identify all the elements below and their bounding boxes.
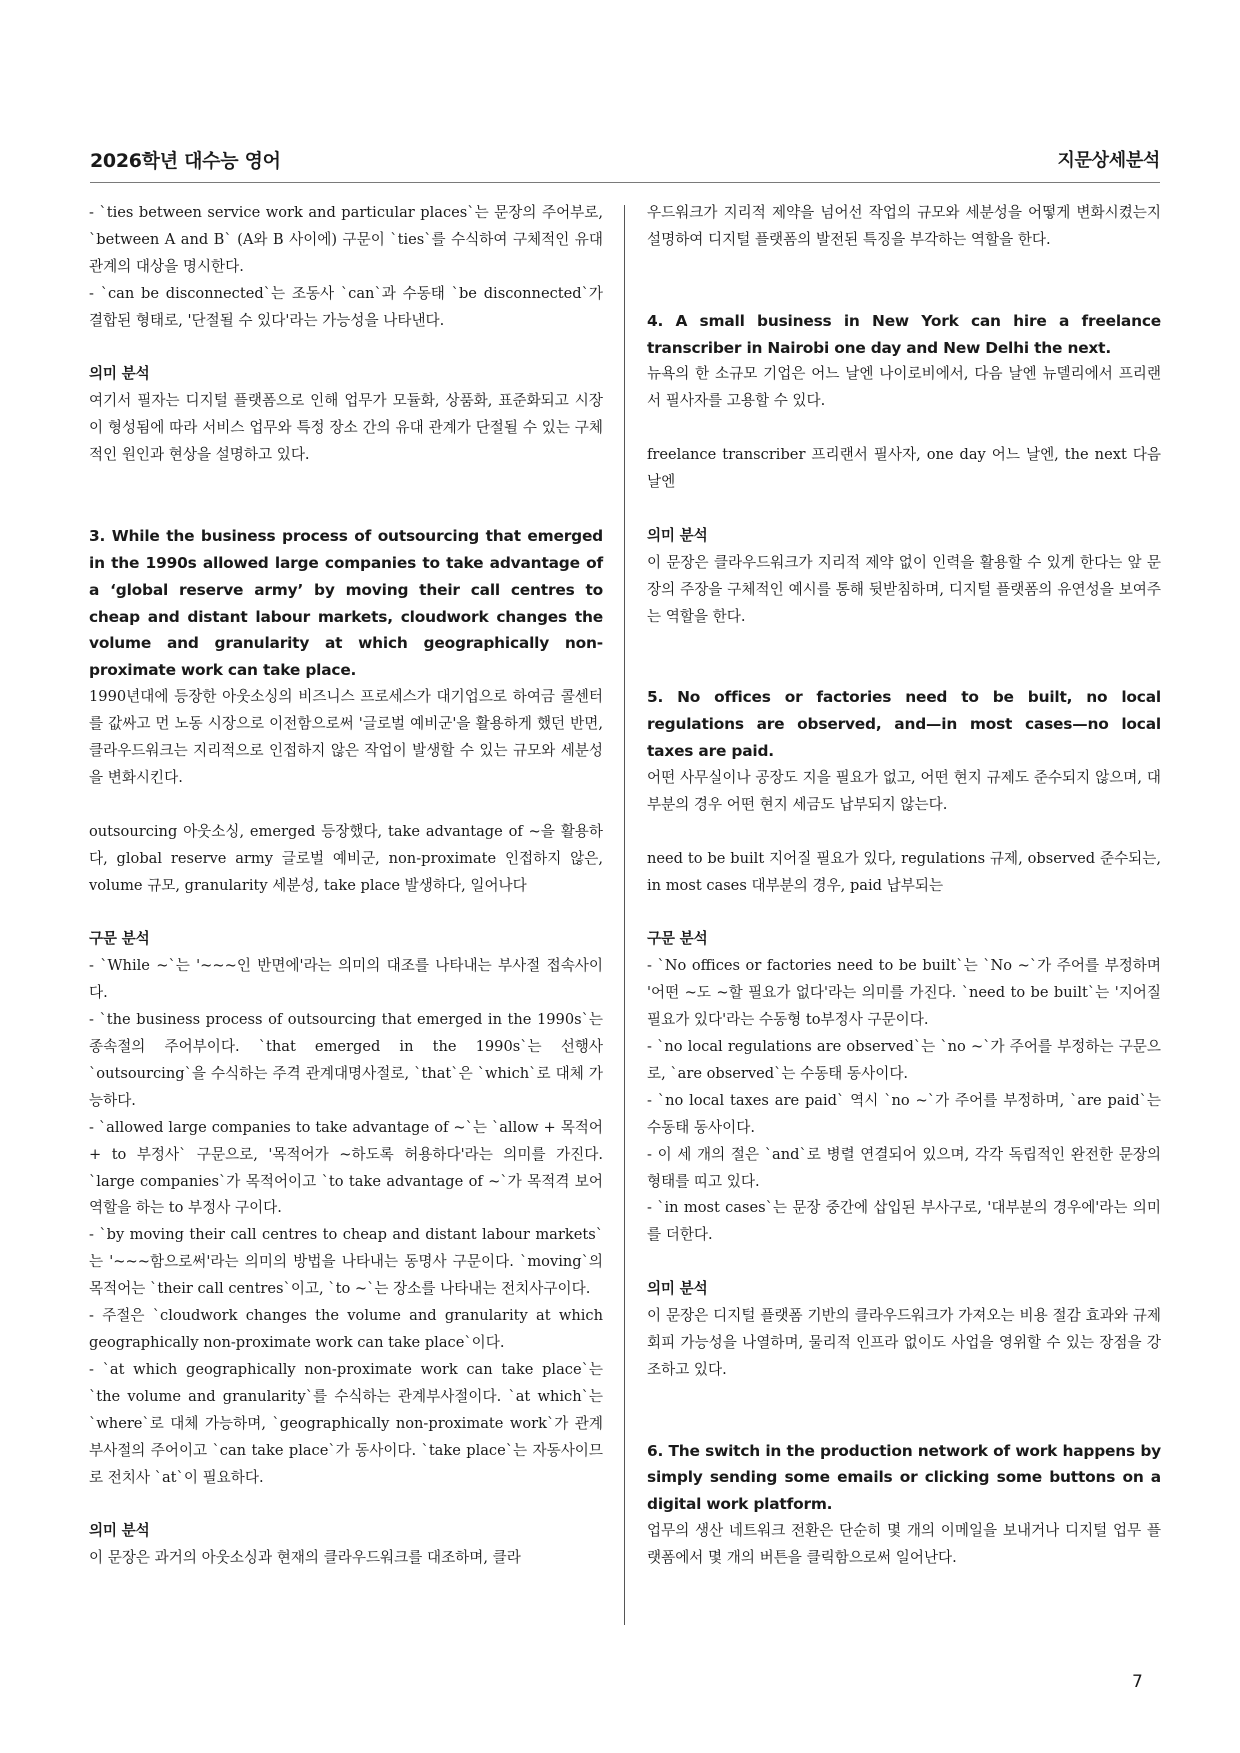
syntax-bullet: - `can be disconnected`는 조동사 `can`과 수동태 `be disconnected`가 결합된 형태로, '단절될 수 있다'라는 가능성을 나타낸다. xyxy=(89,284,603,329)
syntax-bullet: - 이 세 개의 절은 `and`로 병렬 연결되어 있으며, 각각 독립적인 완전한 문장의 형태를 띠고 있다. xyxy=(647,1145,1161,1190)
syntax-bullet: - `ties between service work and particular places`는 문장의 주어부로, `between A and B` (A와 B 사이에) 구문이 `ties`를 수식하여 구체적인 유대 관계의 대상을 명시한다. xyxy=(89,204,603,275)
syntax-bullet: - `the business process of outsourcing that emerged in the 1990s`는 종속절의 주어부이다. `that emerged in the 1990s`는 선행사 `outsourcing`을 수식하는 주격 관계대명사절로, `that`은 `which`로 대체 가능하다. xyxy=(89,1011,603,1109)
left-column xyxy=(89,200,603,1572)
meaning-text: 여기서 필자는 디지털 플랫폼으로 인해 업무가 모듈화, 상품화, 표준화되고 시장이 형성됨에 따라 서비스 업무와 특정 장소 간의 유대 관계가 단절될 수 있는 구체적인 원인과 현상을 설명하고 있다. xyxy=(89,392,603,464)
sentence-3-translation: 1990년대에 등장한 아웃소싱의 비즈니스 프로세스가 대기업으로 하여금 콜센터를 값싸고 먼 노동 시장으로 이전함으로써 '글로벌 예비군'을 활용하게 했던 반면, 클라우드워크는 지리적으로 인접하지 않은 작업이 발생할 수 있는 규모와 세분성을 변화시킨다. xyxy=(89,688,603,786)
section-label: 지문상세분석 xyxy=(1057,150,1160,171)
page-number: 7 xyxy=(1132,1672,1143,1692)
sentence-5-translation: 어떤 사무실이나 공장도 지을 필요가 없고, 어떤 현지 규제도 준수되지 않으며, 대부분의 경우 어떤 현지 세금도 납부되지 않는다. xyxy=(647,768,1161,813)
sentence-4-translation: 뉴욕의 한 소규모 기업은 어느 날엔 나이로비에서, 다음 날엔 뉴델리에서 프리랜서 필사자를 고용할 수 있다. xyxy=(647,365,1161,410)
sentence-6-translation: 업무의 생산 네트워크 전환은 단순히 몇 개의 이메일을 보내거나 디지털 업무 플랫폼에서 몇 개의 버튼을 클릭함으로써 일어난다. xyxy=(647,1522,1161,1567)
sentence-4-english: 4. A small business in New York can hire a freelance transcriber in Nairobi one day and New Delhi the next. xyxy=(647,311,1161,357)
syntax-heading: 구문 분석 xyxy=(89,930,150,948)
meaning-heading: 의미 분석 xyxy=(89,1522,150,1540)
column-divider xyxy=(624,205,625,1625)
document-title: 2026학년 대수능 영어 xyxy=(90,150,281,172)
syntax-bullet: - `No offices or factories need to be built`는 `No ~`가 주어를 부정하며 '어떤 ~도 ~할 필요가 없다'라는 의미를 가진다. `need to be built`는 '지어질 필요가 있다'라는 수동형 to부정사 구문이다. xyxy=(647,957,1161,1029)
syntax-bullet: - `at which geographically non-proximate work can take place`는 `the volume and granularity`를 수식하는 관계부사절이다. `at which`는 `where`로 대체 가능하며, `geographically non-proximate work`가 관계부사절의 주어이고 `can take place`가 동사이다. `take place`는 자동사이므로 전치사 `at`이 필요하다. xyxy=(89,1360,603,1486)
sentence-5-english: 5. No offices or factories need to be built, no local regulations are observed, and—in most cases—no local taxes are paid. xyxy=(647,688,1161,761)
sentence-3-english: 3. While the business process of outsourcing that emerged in the 1990s allowed large companies to take advantage of a ‘global reserve army’ by moving their call centres to cheap and distant labour markets, cloudwork changes the volume and granularity at which geographically non-proximate work can take place. xyxy=(89,526,603,680)
meaning-text-continued: 우드워크가 지리적 제약을 넘어선 작업의 규모와 세분성을 어떻게 변화시켰는지 설명하여 디지털 플랫폼의 발전된 특징을 부각하는 역할을 한다. xyxy=(647,204,1161,248)
sentence-3-vocab: outsourcing 아웃소싱, emerged 등장했다, take advantage of ~을 활용하다, global reserve army 글로벌 예비군, non-proximate 인접하지 않은, volume 규모, granularity 세분성, take place 발생하다, 일어나다 xyxy=(89,822,603,894)
sentence-6-english: 6. The switch in the production network of work happens by simply sending some emails or clicking some buttons on a digital work platform. xyxy=(647,1441,1161,1514)
syntax-heading: 구문 분석 xyxy=(647,930,708,948)
syntax-bullet: - `by moving their call centres to cheap and distant labour markets`는 '~~~함으로써'라는 의미의 방법을 나타내는 동명사 구문이다. `moving`의 목적어는 `their call centres`이고, `to ~`는 장소를 나타내는 전치사구이다. xyxy=(89,1226,603,1298)
meaning-text: 이 문장은 과거의 아웃소싱과 현재의 클라우드워크를 대조하며, 클라 xyxy=(89,1549,521,1567)
sentence-5-vocab: need to be built 지어질 필요가 있다, regulations 규제, observed 준수되는, in most cases 대부분의 경우, paid 납부되는 xyxy=(647,849,1161,894)
syntax-bullet: - `allowed large companies to take advantage of ~`는 `allow + 목적어 + to 부정사` 구문으로, '목적어가 ~하도록 허용하다'라는 의미를 가진다. `large companies`가 목적어이고 `to take advantage of ~`가 목적격 보어 역할을 하는 to 부정사 구이다. xyxy=(89,1118,603,1217)
syntax-bullet: - `While ~`는 '~~~인 반면에'라는 의미의 대조를 나타내는 부사절 접속사이다. xyxy=(89,957,603,1002)
syntax-bullet: - 주절은 `cloudwork changes the volume and granularity at which geographically non-proximate work can take place`이다. xyxy=(89,1307,603,1351)
syntax-bullet: - `no local regulations are observed`는 `no ~`가 주어를 부정하는 구문으로, `are observed`는 수동태 동사이다. xyxy=(647,1038,1161,1082)
meaning-heading: 의미 분석 xyxy=(647,1280,708,1298)
meaning-text: 이 문장은 클라우드워크가 지리적 제약 없이 인력을 활용할 수 있게 한다는 앞 문장의 주장을 구체적인 예시를 통해 뒷받침하며, 디지털 플랫폼의 유연성을 보여주는 역할을 한다. xyxy=(647,553,1161,625)
sentence-4-vocab: freelance transcriber 프리랜서 필사자, one day 어느 날엔, the next 다음 날엔 xyxy=(647,446,1161,491)
syntax-bullet: - `no local taxes are paid` 역시 `no ~`가 주어를 부정하며, `are paid`는 수동태 동사이다. xyxy=(647,1091,1161,1136)
right-column xyxy=(647,200,1161,1572)
meaning-heading: 의미 분석 xyxy=(647,526,708,544)
meaning-text: 이 문장은 디지털 플랫폼 기반의 클라우드워크가 가져오는 비용 절감 효과와 규제 회피 가능성을 나열하며, 물리적 인프라 없이도 사업을 영위할 수 있는 장점을 강조하고 있다. xyxy=(647,1307,1161,1378)
meaning-heading: 의미 분석 xyxy=(89,365,150,383)
syntax-bullet: - `in most cases`는 문장 중간에 삽입된 부사구로, '대부분의 경우에'라는 의미를 더한다. xyxy=(647,1199,1161,1244)
page-header xyxy=(90,146,1160,183)
